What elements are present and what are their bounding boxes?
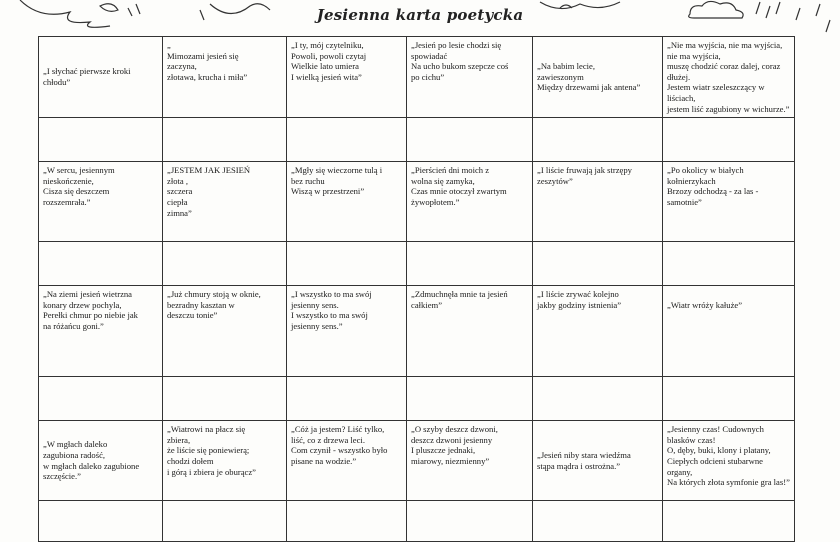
blank-cell bbox=[407, 118, 533, 162]
quote-cell: „Jesienny czas! Cudownych blasków czas! O, dęby, buki, klony i platany, Ciepłych odcieni stubarwne organy, Na których złota symfonie gra las!” bbox=[663, 421, 795, 501]
blank-cell bbox=[407, 242, 533, 286]
blank-cell bbox=[663, 242, 795, 286]
quote-cell: „JESTEM JAK JESIEŃ złota , szczera ciepła zimna” bbox=[163, 162, 287, 242]
quote-cell: „ Mimozami jesień się zaczyna, złotawa, krucha i miła” bbox=[163, 37, 287, 118]
quote-cell: „Już chmury stoją w oknie, bezradny kasztan w deszczu tonie” bbox=[163, 286, 287, 377]
blank-row bbox=[39, 118, 795, 162]
blank-cell bbox=[407, 501, 533, 542]
blank-cell bbox=[533, 501, 663, 542]
blank-cell bbox=[39, 242, 163, 286]
quote-cell: „Na ziemi jesień wietrzna konary drzew pochyla, Perełki chmur po niebie jak na różańcu goni.” bbox=[39, 286, 163, 377]
blank-cell bbox=[663, 501, 795, 542]
blank-cell bbox=[163, 377, 287, 421]
blank-row bbox=[39, 377, 795, 421]
quote-row bbox=[39, 286, 795, 377]
blank-cell bbox=[407, 377, 533, 421]
blank-row bbox=[39, 242, 795, 286]
quote-cell: „I liście zrywać kolejno jakby godziny istnienia” bbox=[533, 286, 663, 377]
blank-cell bbox=[163, 242, 287, 286]
quote-cell: „O szyby deszcz dzwoni, deszcz dzwoni jesienny I pluszcze jednaki, miarowy, niezmienny” bbox=[407, 421, 533, 501]
quote-cell: „Jesień niby stara wiedźma stąpa mądra i ostrożna.” bbox=[533, 421, 663, 501]
blank-cell bbox=[163, 501, 287, 542]
quote-cell: „W sercu, jesiennym nieskończenie, Cisza się deszczem rozszemrała.” bbox=[39, 162, 163, 242]
quote-cell: „Nie ma wyjścia, nie ma wyjścia, nie ma wyjścia, muszę chodzić coraz dalej, coraz dłużej. Jestem wiatr szeleszczący w liściach, jestem liść zagubiony w wichurze.” bbox=[663, 37, 795, 118]
quote-cell: „Po okolicy w białych kołnierzykach Brzozy odchodzą - za las - samotnie” bbox=[663, 162, 795, 242]
quote-cell: „Wiatr wróży kałuże” bbox=[663, 286, 795, 377]
blank-cell bbox=[533, 118, 663, 162]
quote-cell: „Mgły się wieczorne tulą i bez ruchu Wiszą w przestrzeni” bbox=[287, 162, 407, 242]
quote-cell: „Zdmuchnęła mnie ta jesień całkiem” bbox=[407, 286, 533, 377]
blank-cell bbox=[533, 242, 663, 286]
blank-cell bbox=[533, 377, 663, 421]
blank-cell bbox=[287, 118, 407, 162]
quote-cell: „I wszystko to ma swój jesienny sens. I wszystko to ma swój jesienny sens.” bbox=[287, 286, 407, 377]
quote-row bbox=[39, 37, 795, 118]
blank-cell bbox=[287, 377, 407, 421]
blank-cell bbox=[663, 118, 795, 162]
blank-cell bbox=[39, 118, 163, 162]
blank-cell bbox=[663, 377, 795, 421]
blank-row bbox=[39, 501, 795, 542]
quote-cell: „Wiatrowi na płacz się zbiera, że liście się poniewierą; chodzi dołem i górą i zbiera je oburącz” bbox=[163, 421, 287, 501]
quote-cell: „Cóż ja jestem? Liść tylko, liść, co z drzewa leci. Com czynił - wszystko było pisane na wodzie.” bbox=[287, 421, 407, 501]
quote-cell: „I liście fruwają jak strzępy zeszytów” bbox=[533, 162, 663, 242]
quote-cell: „Na babim lecie, zawieszonym Między drzewami jak antena” bbox=[533, 37, 663, 118]
blank-cell bbox=[39, 377, 163, 421]
blank-cell bbox=[163, 118, 287, 162]
quote-cell: „Pierścień dni moich z wolna się zamyka, Czas mnie otoczył zwartym żywopłotem.” bbox=[407, 162, 533, 242]
page-title: Jesienna karta poetycka bbox=[316, 6, 524, 24]
blank-cell bbox=[39, 501, 163, 542]
poetry-card-table bbox=[38, 36, 795, 542]
quote-row bbox=[39, 162, 795, 242]
quote-cell: „W mgłach daleko zagubiona radość, w mgłach daleko zagubione szczęście.” bbox=[39, 421, 163, 501]
quote-row bbox=[39, 421, 795, 501]
blank-cell bbox=[287, 501, 407, 542]
quote-cell: „Jesień po lesie chodzi się spowiadać Na ucho bukom szepcze coś po cichu” bbox=[407, 37, 533, 118]
quote-cell: „I słychać pierwsze kroki chłodu” bbox=[39, 37, 163, 118]
blank-cell bbox=[287, 242, 407, 286]
quote-cell: „I ty, mój czytelniku, Powoli, powoli czytaj Wielkie lato umiera I wielką jesień wita” bbox=[287, 37, 407, 118]
